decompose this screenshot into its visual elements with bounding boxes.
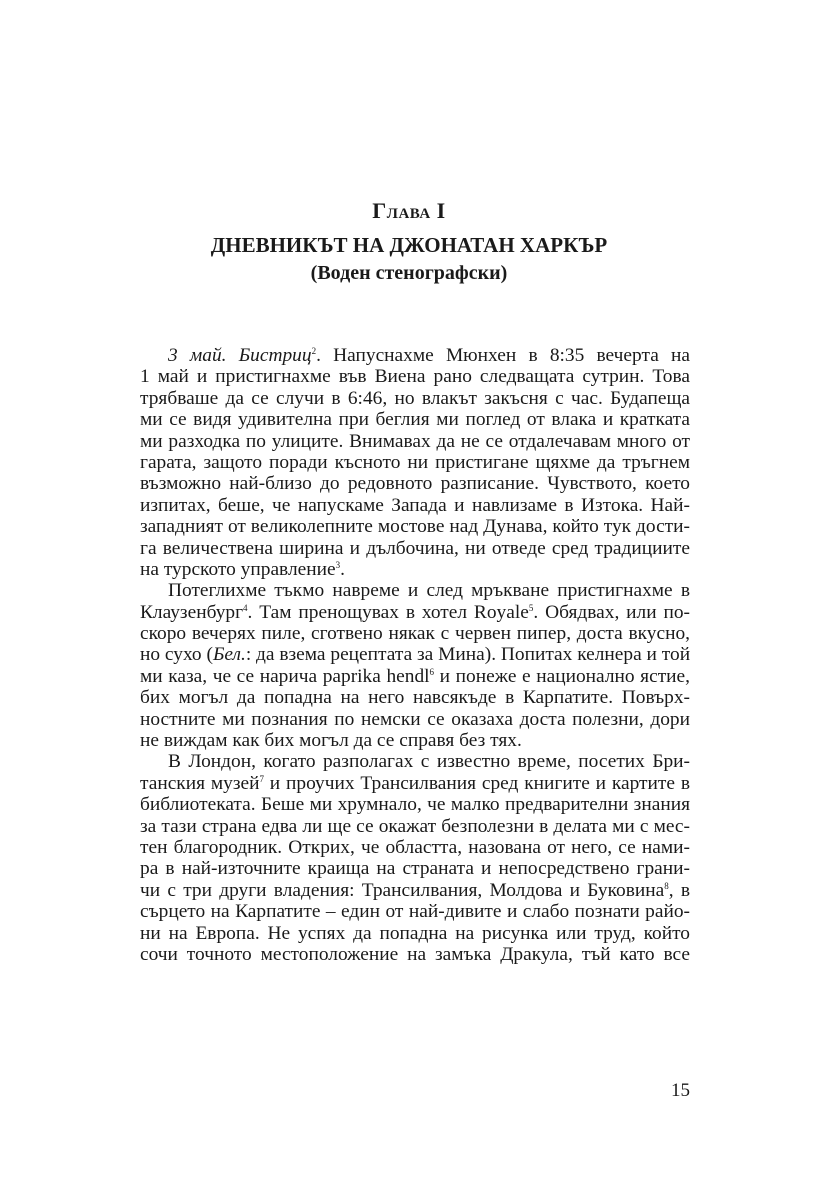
footnote-marker: 7 — [259, 773, 264, 784]
text-segment: . Обядвах, или по- — [533, 601, 691, 623]
text-line — [140, 559, 690, 580]
text-segment: скоро вечерях пиле, сготвено някак с червен пипер, доста вкусно, — [140, 623, 690, 645]
text-line — [140, 580, 690, 601]
text-line — [140, 452, 690, 473]
text-segment: Потеглихме тъкмо навреме и след мръкване пристигнахме в — [168, 580, 690, 602]
text-segment: . Там пренощувах в хотел Royale — [247, 601, 529, 623]
text-segment: . Напуснахме Мюнхен в 8:35 вечерта на — [316, 345, 690, 366]
text-segment: изпитах, беше, че напускаме Запада и навлизаме в Изтока. Най- — [140, 494, 690, 516]
text-segment: за тази страна едва ли ще се окажат безполезни в делата ми с мес- — [140, 815, 690, 837]
text-line — [140, 473, 690, 494]
text-segment: библиотеката. Беше ми хрумнало, че малко предварителни знания — [140, 794, 690, 816]
text-segment: : да взема рецептата за Мина). Попитах келнера и той — [245, 644, 691, 666]
paragraph — [140, 751, 690, 965]
paragraph — [140, 345, 690, 580]
text-segment: га величествена ширина и дълбочина, ни отведе сред традициите — [140, 537, 690, 559]
text-segment: и понеже е национално ястие, — [434, 665, 690, 687]
text-line — [140, 944, 690, 965]
text-segment: гарата, защото поради късното ни пристигане щяхме да тръгнем — [140, 451, 690, 473]
body-text — [140, 345, 690, 965]
text-line — [140, 366, 690, 387]
text-segment: ми разходка по улиците. Внимавах да не се отдалечавам много от — [140, 430, 690, 452]
text-line — [140, 538, 690, 559]
text-segment: но сухо ( — [140, 644, 213, 666]
text-line — [140, 666, 690, 687]
italic-text: Бел. — [212, 644, 246, 666]
text-segment: тен благородник. Открих, че областта, назована от него, се нами- — [140, 836, 690, 858]
footnote-marker: 2 — [311, 346, 317, 356]
text-line — [140, 837, 690, 858]
text-line — [140, 816, 690, 837]
text-segment: ра в най-източните краища на страната и непосредствено грани- — [140, 858, 690, 880]
text-line — [140, 730, 690, 751]
text-segment: бих могъл да попадна на него навсякъде в Карпатите. Повърх- — [140, 687, 690, 709]
text-line — [140, 880, 690, 901]
chapter-title: ДНЕВНИКЪТ НА ДЖОНАТАН ХАРКЪР — [210, 233, 608, 257]
text-line — [140, 409, 690, 430]
chapter-subtitle: (Воден стенографски) — [310, 262, 508, 284]
chapter-heading: Глава I — [372, 198, 446, 223]
text-line — [140, 495, 690, 516]
text-line — [140, 431, 690, 452]
text-segment: сочи точното местоположение на замъка Дракула, тъй като все — [140, 943, 690, 965]
footnote-marker: 5 — [528, 602, 534, 613]
text-segment: , в — [668, 879, 690, 901]
text-line — [140, 858, 690, 879]
text-line — [140, 709, 690, 730]
footnote-marker: 6 — [429, 666, 435, 677]
text-segment: сърцето на Карпатите – един от най-дивите и слабо познати райо- — [140, 901, 690, 923]
text-line — [140, 923, 690, 944]
footnote-marker: 4 — [243, 602, 248, 613]
text-segment: не виждам как бих могъл да се справя без тях. — [140, 730, 522, 752]
text-segment: 1 май и пристигнахме във Виена рано следващата сутрин. Това — [140, 366, 690, 388]
text-line — [140, 901, 690, 922]
text-segment: на турското управление — [140, 558, 336, 580]
page-number: 15 — [671, 1080, 690, 1101]
text-line — [140, 345, 690, 366]
text-segment: трябваше да се случи в 6:46, но влакът закъсня с час. Будапеща — [140, 387, 690, 409]
text-line — [140, 751, 690, 772]
text-segment: ностните ми познания по немски се оказаха доста полезни, дори — [140, 708, 690, 730]
text-line — [140, 516, 690, 537]
footnote-marker: 3 — [335, 559, 341, 570]
text-segment: ми каза, че се нарича paprika hendl — [140, 665, 430, 687]
text-segment: Клаузенбург — [140, 601, 244, 623]
text-segment: и проучих Трансилвания сред книгите и картите в — [263, 772, 690, 794]
text-line — [140, 773, 690, 794]
text-line — [140, 644, 690, 665]
paragraph — [140, 580, 690, 751]
text-segment: танския музей — [140, 772, 260, 794]
text-segment: чи с три други владения: Трансилвания, Молдова и Буковина — [140, 879, 665, 901]
text-segment: В Лондон, когато разполагах с известно време, посетих Бри- — [168, 751, 690, 773]
italic-text: 3 май. Бистриц — [168, 345, 312, 366]
text-line — [140, 687, 690, 708]
text-segment: ми се видя удивителна при беглия ми поглед от влака и кратката — [140, 409, 690, 431]
text-segment: възможно най-близо до редовното разписание. Чувството, което — [140, 473, 690, 495]
text-line — [140, 602, 690, 623]
text-segment: . — [340, 558, 345, 580]
text-line — [140, 388, 690, 409]
text-line — [140, 623, 690, 644]
text-segment: западният от великолепните мостове над Дунава, който тук дости- — [140, 516, 690, 538]
text-line — [140, 794, 690, 815]
text-segment: ни на Европа. Не успях да попадна на рисунка или труд, който — [140, 922, 690, 944]
footnote-marker: 8 — [664, 880, 669, 891]
